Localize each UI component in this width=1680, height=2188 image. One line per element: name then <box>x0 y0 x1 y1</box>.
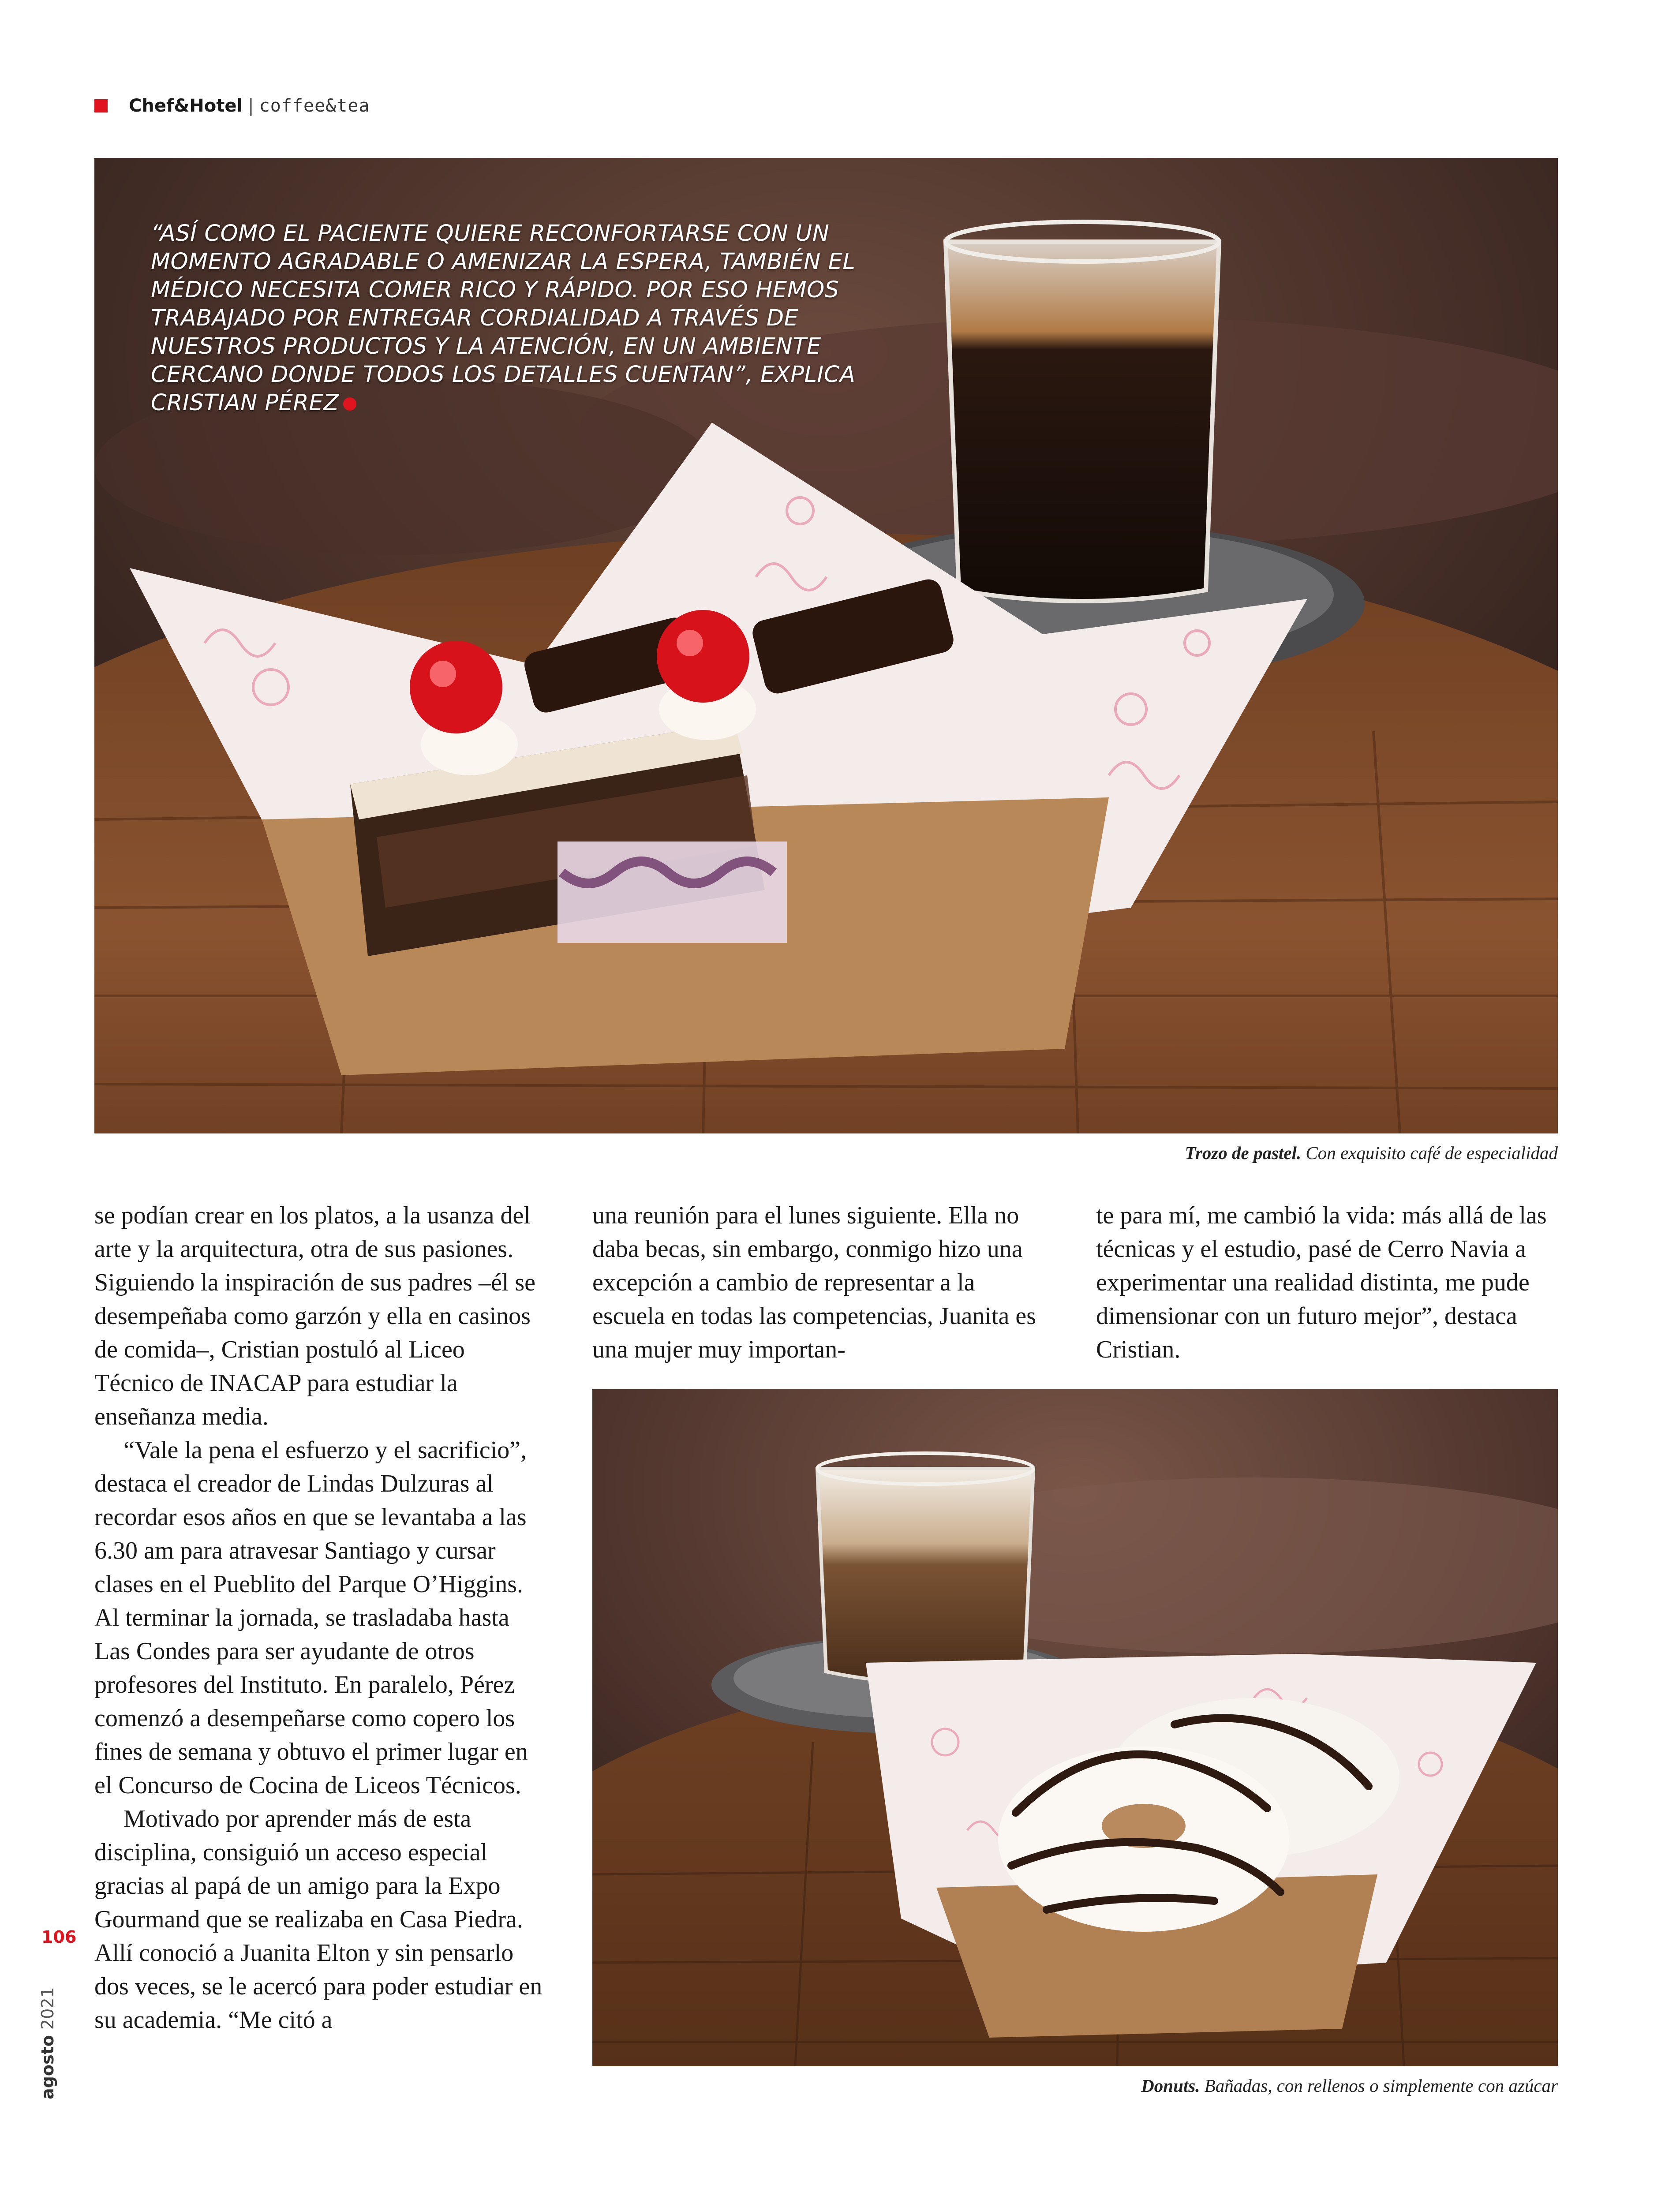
quote-end-dot <box>343 397 356 411</box>
pull-quote-text: “ASÍ COMO EL PACIENTE QUIERE RECONFORTARSE CON UN MOMENTO AGRADABLE O AMENIZAR LA ESPERA, TAMBIÉN EL MÉDICO NECESITA COMER RICO Y RÁPIDO. POR ESO HEMOS TRABAJADO POR ENTREGAR CORDIALIDAD A TRAVÉS DE NUESTROS PRODUCTOS Y LA ATENCIÓN, EN UN AMBIENTE CERCANO DONDE TODOS LOS DETALLES CUENTAN”, EXPLICA CRISTIAN PÉREZ <box>151 221 856 416</box>
caption-text: Bañadas, con rellenos o simplemente con azúcar <box>1204 2076 1558 2096</box>
running-header <box>94 93 370 119</box>
header-separator: | <box>248 96 254 116</box>
caption-title: Donuts. <box>1141 2076 1200 2096</box>
caption-title: Trozo de pastel. <box>1185 1143 1302 1163</box>
paragraph: una reunión para el lunes siguiente. Ella no daba becas, sin embargo, conmigo hizo una excepción a cambio de representar a la escuela en todas las competencias, Juanita es una mujer muy importan- <box>592 1202 1036 1363</box>
photo-caption-cake <box>1185 1142 1558 1163</box>
paragraph: te para mí, me cambió la vida: más allá de las técnicas y el estudio, pasé de Cerro Navia a experimentar una realidad distinta, me pude dimensionar con un futuro mejor”, destaca Cristian. <box>1096 1202 1547 1363</box>
section-name: coffee&tea <box>259 96 370 116</box>
issue-folio <box>38 1987 57 2099</box>
issue-month: agosto <box>38 2035 57 2099</box>
paragraph: “Vale la pena el esfuerzo y el sacrificio”, destaca el creador de Lindas Dulzuras al recordar esos años en que se levantaba a las 6.30 am para atravesar Santiago y cursar clases en el Pueblito del Parque O’Higgins. Al terminar la jornada, se trasladaba hasta Las Condes para ser ayudante de otros profesores del Instituto. En paralelo, Pérez comenzó a desempeñarse como copero los fines de semana y obtuvo el primer lugar en el Concurso de Cocina de Liceos Técnicos. <box>94 1436 528 1799</box>
magazine-brand: Chef&Hotel <box>129 96 243 116</box>
page-number: 106 <box>41 1927 77 1947</box>
article-column-3 <box>1096 1199 1559 1366</box>
issue-year: 2021 <box>38 1987 57 2030</box>
donut-coffee-illustration <box>592 1389 1558 2066</box>
paragraph: se podían crear en los platos, a la usanza del arte y la arquitectura, otra de sus pasiones. Siguiendo la inspiración de sus padres –él se desempeñaba como garzón y ella en casinos de comida–, Cristian postuló al Liceo Técnico de INACAP para estudiar la enseñanza media. <box>94 1202 536 1430</box>
article-column-1 <box>94 1199 544 2037</box>
paragraph: Motivado por aprender más de esta disciplina, consiguió un acceso especial gracias al papá de un amigo para la Expo Gourmand que se realizaba en Casa Piedra. Allí conoció a Juanita Elton y sin pensarlo dos veces, se le acercó para poder estudiar en su academia. “Me citó a <box>94 1805 543 2034</box>
caption-text: Con exquisito café de especialidad <box>1306 1143 1558 1163</box>
article-column-2 <box>592 1199 1042 1366</box>
donut-coffee-photo <box>592 1389 1558 2066</box>
pull-quote <box>151 220 901 417</box>
red-square-marker <box>94 99 108 112</box>
cake-coffee-photo <box>94 158 1558 1133</box>
photo-caption-donuts <box>1141 2075 1558 2096</box>
